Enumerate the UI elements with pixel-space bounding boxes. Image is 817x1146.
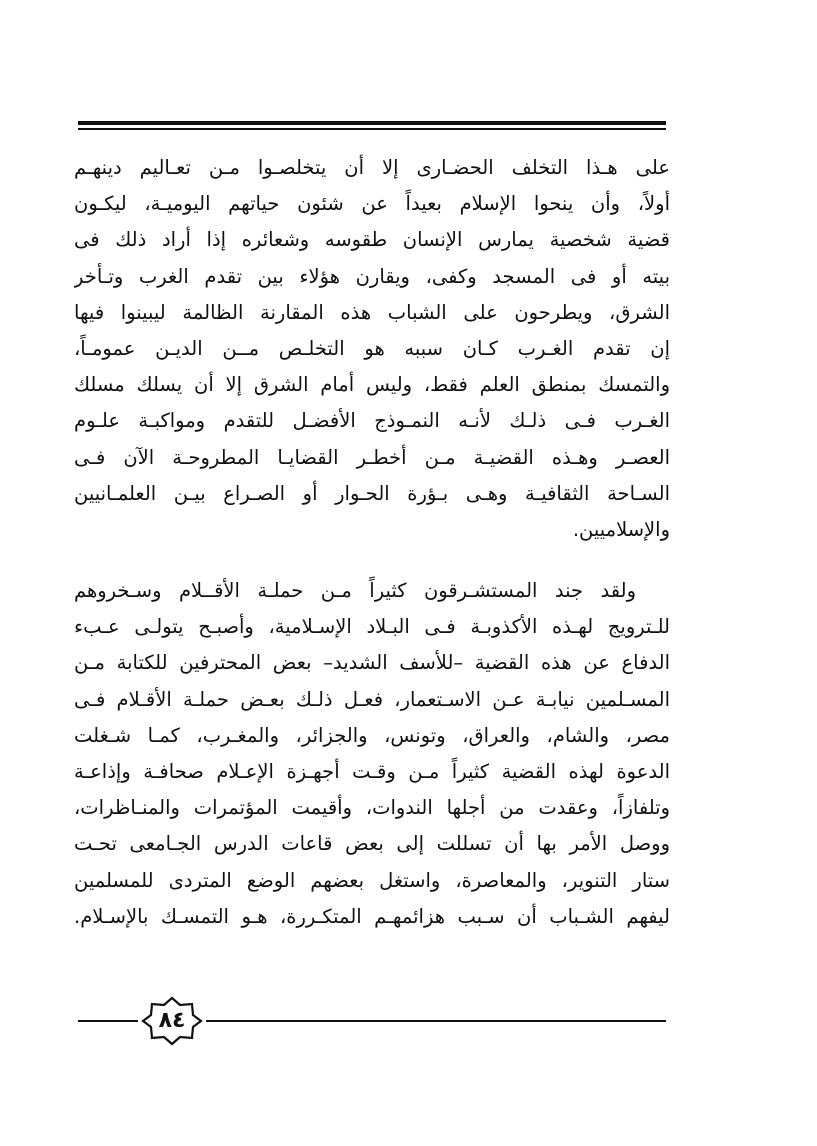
text-line: للـترويج لهـذه الأكذوبـة فـى البـلاد الإسـلامية، وأصبـح يتولـى عـبء: [74, 615, 670, 639]
text-line: الغـرب فـى ذلـك لأنـه النمـوذج الأفضـل للتقدم ومواكبـة علـوم: [74, 409, 670, 433]
text-line: ووصل الأمر بها أن تسللت إلى بعض قاعات الدرس الجـامعى تحـت: [74, 832, 670, 856]
paragraph-gap: [74, 548, 670, 573]
page-number-badge: [140, 995, 204, 1047]
header-rule-thin: [78, 128, 666, 130]
text-line: السـاحة الثقافيـة وهـى بـؤرة الحـوار أو الصـراع بيـن العلمـانيين: [74, 481, 670, 505]
page-body-text: [74, 150, 670, 980]
text-line: ليفهم الشـباب أن سـبب هزائمهـم المتكـررة، هـو التمسـك بالإسـلام.: [74, 904, 670, 928]
text-line: ستار التنوير، والمعاصرة، واستغل بعضهم الوضع المتردى للمسلمين: [74, 868, 670, 892]
header-rule-thick: [78, 121, 666, 125]
text-line: والإسلاميين.: [572, 517, 670, 541]
text-line: العصـر وهـذه القضيـة مـن أخطـر القضايـا المطروحـة الآن فـى: [74, 445, 670, 469]
text-line: الدعوة لهذه القضية كثيراً مـن وقـت أجهـزة الإعـلام صحافـة وإذاعـة: [74, 760, 670, 783]
text-line: أولاً، وأن ينحوا الإسلام بعيداً عن شئون حياتهم اليوميـة، ليكـون: [74, 192, 670, 216]
text-line: بيته أو فى المسجد وكفى، ويقارن هؤلاء بين تقدم الغرب وتـأخر: [74, 264, 670, 288]
text-line: قضية شخصية يمارس الإنسان طقوسه وشعائره إذا أراد ذلك فى: [74, 228, 670, 252]
text-line: وتلفازاً، وعقدت من أجلها الندوات، وأقيمت المؤتمرات والمنـاظرات،: [74, 796, 670, 820]
footer-rule-left: [78, 1020, 138, 1022]
text-line: مصر، والشام، والعراق، وتونس، والجزائر، والمغـرب، كمـا شـغلت: [74, 723, 670, 747]
text-line: المسـلمين نيابـة عـن الاسـتعمار، فعـل ذلـك بعـض حملـة الأقـلام فـى: [74, 687, 670, 711]
page-number: ٨٤: [158, 1008, 186, 1033]
footer-rule-right: [206, 1020, 666, 1022]
text-line: إن تقدم الغـرب كـان سببه هو التخلـص مــن الديـن عمومـاً،: [74, 336, 670, 360]
text-line: والتمسك بمنطق العلم فقط، وليس أمام الشرق إلا أن يسلك مسلك: [74, 373, 670, 397]
text-line: الشرق، ويطرحون على الشباب هذه المقارنة الظالمة ليبينوا فيها: [74, 300, 670, 324]
paragraph-2: [74, 573, 670, 935]
text-line: الدفاع عن هذه القضية –للأسف الشديد– بعض المحترفين للكتابة مـن: [74, 651, 670, 675]
paragraph-1: [74, 150, 670, 548]
text-line: على هـذا التخلف الحضـارى إلا أن يتخلصـوا مـن تعـاليم دينهـم: [74, 156, 670, 179]
text-line: ولقد جند المستشـرقون كثيراً مـن حملـة الأقــلام وسـخروهم: [74, 579, 636, 603]
